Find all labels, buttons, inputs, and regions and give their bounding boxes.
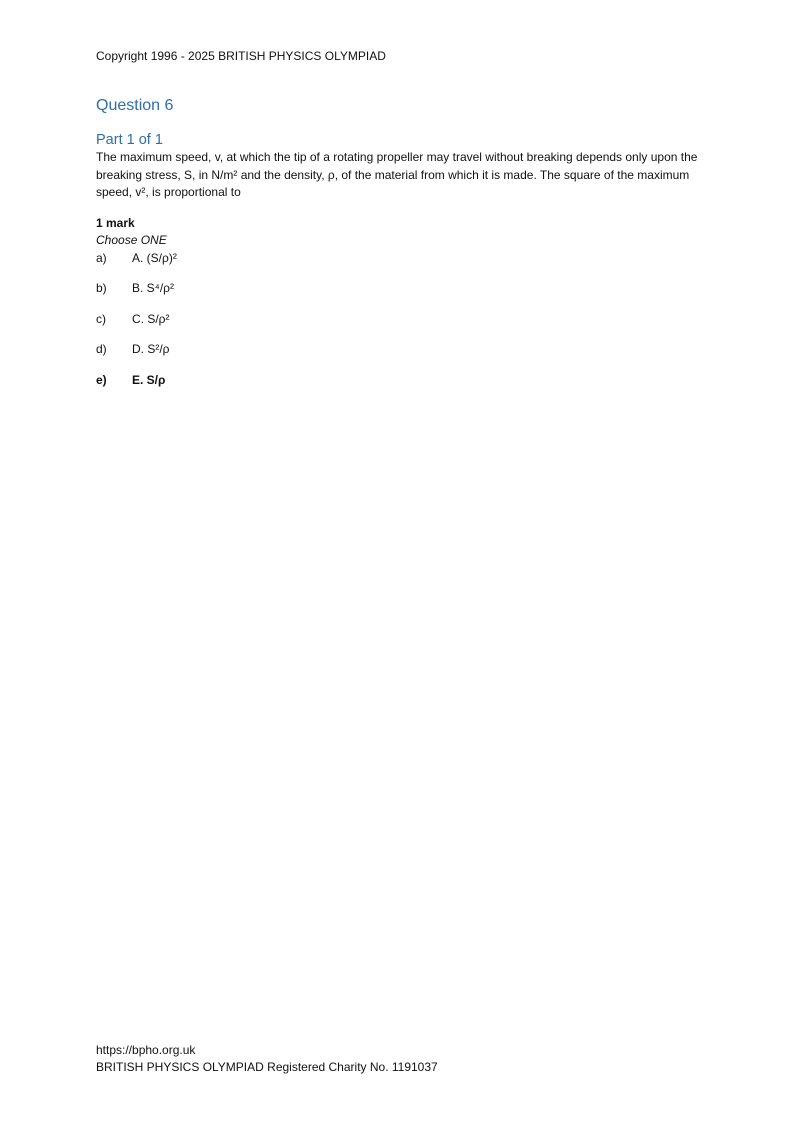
option-text: E. S/ρ [132, 373, 166, 387]
option-text: A. (S/ρ)² [132, 251, 177, 265]
option-letter: a) [96, 251, 107, 265]
option-letter: d) [96, 342, 107, 356]
part-title: Part 1 of 1 [96, 132, 163, 148]
option-text: D. S²/ρ [132, 342, 170, 356]
footer-url-link[interactable]: https://bpho.org.uk [96, 1043, 196, 1057]
option-text: B. S⁴/ρ² [132, 281, 174, 295]
question-text: The maximum speed, v, at which the tip of a rotating propeller may travel without breaking depends only upon the breaking stress, S, in N/m² and the density, ρ, of the material from which it is made. The square of the maximum speed, v², is proportional to [96, 150, 698, 199]
option-letter: b) [96, 281, 107, 295]
footer-charity-notice: BRITISH PHYSICS OLYMPIAD Registered Charity No. 1191037 [96, 1060, 438, 1074]
option-letter: e) [96, 373, 107, 387]
option-text: C. S/ρ² [132, 312, 170, 326]
copyright-notice: Copyright 1996 - 2025 BRITISH PHYSICS OLYMPIAD [96, 49, 386, 63]
choice-instruction: Choose ONE [96, 233, 167, 247]
question-title: Question 6 [96, 97, 174, 114]
marks-label: 1 mark [96, 216, 135, 230]
option-letter: c) [96, 312, 106, 326]
